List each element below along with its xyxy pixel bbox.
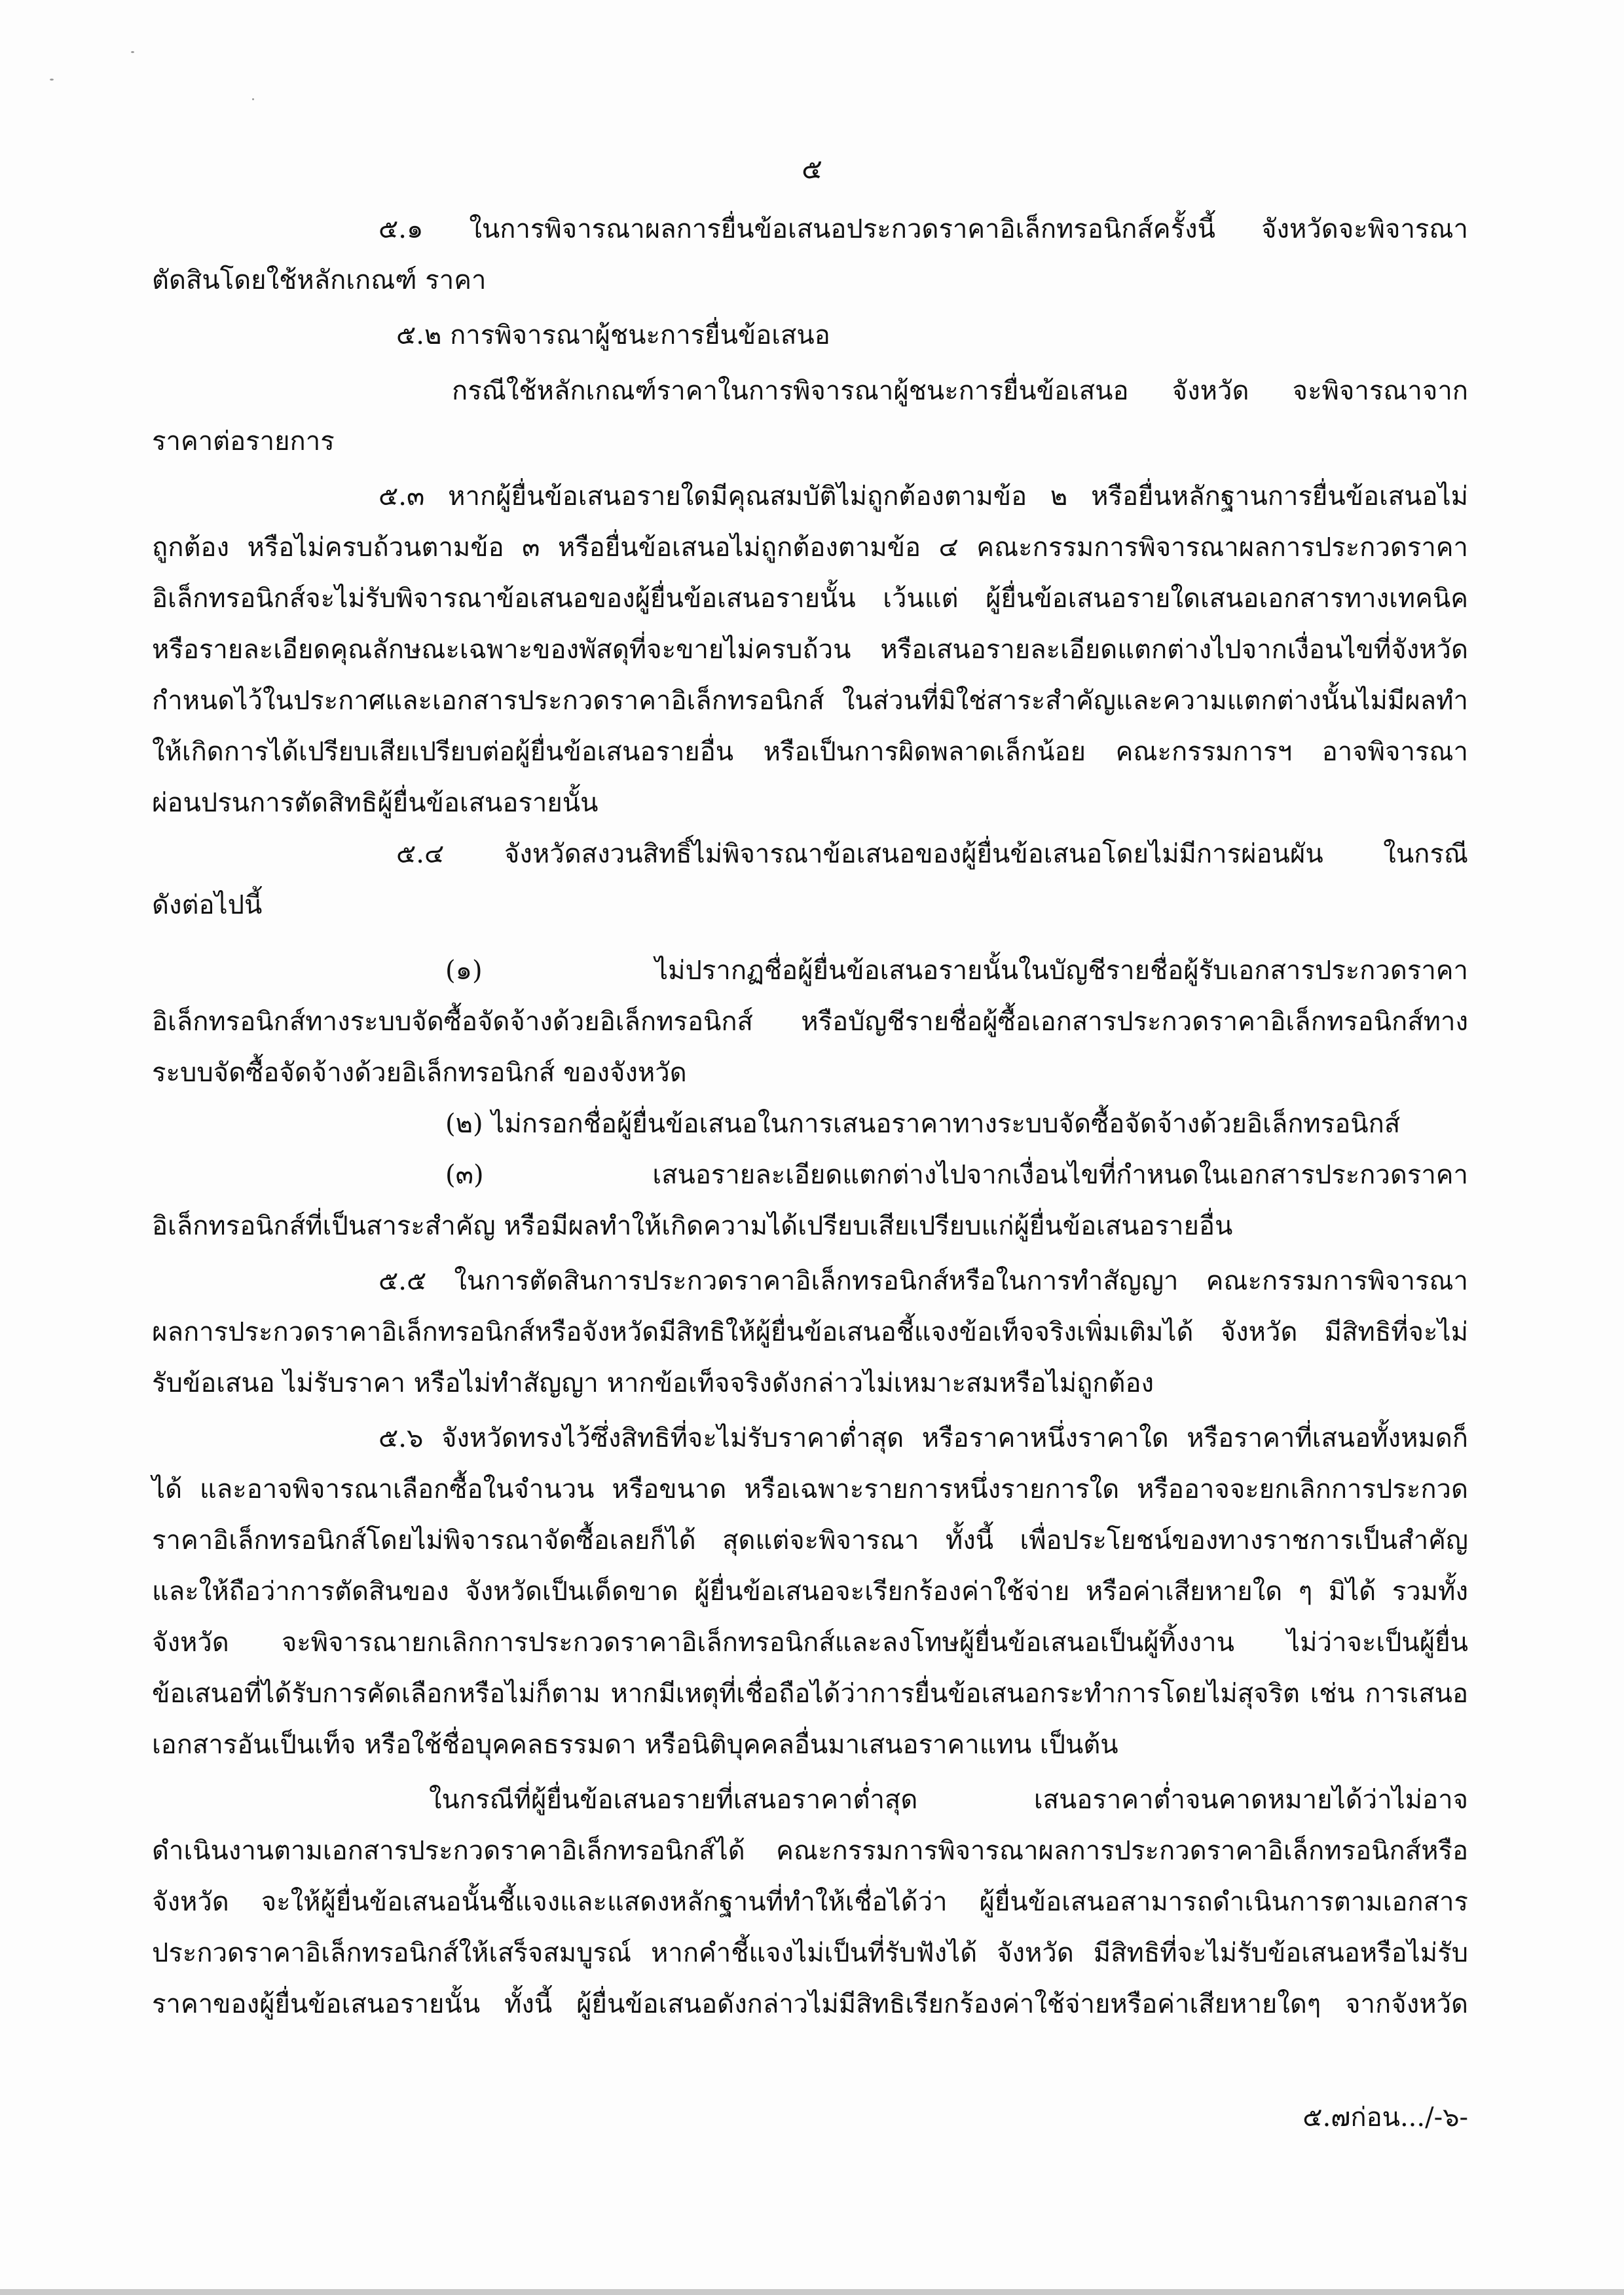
text-line: และให้ถือว่าการตัดสินของ จังหวัดเป็นเด็ดขาด ผู้ยื่นข้อเสนอจะเรียกร้องค่าใช้จ่าย หรือค่าเสียหายใด ๆ มิได้ รวมทั้ง	[152, 1577, 1468, 1607]
text-line: ผลการประกวดราคาอิเล็กทรอนิกส์หรือจังหวัดมีสิทธิให้ผู้ยื่นข้อเสนอชี้แจงข้อเท็จจริงเพิ่มเติมได้ จังหวัด มีสิทธิที่จะไม่	[152, 1317, 1468, 1347]
text-line: ข้อเสนอที่ได้รับการคัดเลือกหรือไม่ก็ตาม หากมีเหตุที่เชื่อถือได้ว่าการยื่นข้อเสนอกระทำการโดยไม่สุจริต เช่น การเสนอ	[152, 1679, 1468, 1709]
text-line: กำหนดไว้ในประกาศและเอกสารประกวดราคาอิเล็กทรอนิกส์ ในส่วนที่มิใช่สาระสำคัญและความแตกต่างนั้นไม่มีผลทำ	[152, 686, 1468, 716]
text-line: จังหวัด จะให้ผู้ยื่นข้อเสนอนั้นชี้แจงและแสดงหลักฐานที่ทำให้เชื่อได้ว่า ผู้ยื่นข้อเสนอสามารถดำเนินการตามเอกสาร	[152, 1887, 1468, 1917]
page-number: ๕	[802, 153, 822, 185]
text-line: ระบบจัดซื้อจัดจ้างด้วยอิเล็กทรอนิกส์ ของจังหวัด	[152, 1058, 687, 1088]
text-line: ๕.๓ หากผู้ยื่นข้อเสนอรายใดมีคุณสมบัติไม่ถูกต้องตามข้อ ๒ หรือยื่นหลักฐานการยื่นข้อเสนอไม่	[378, 481, 1468, 512]
text-line: จังหวัด จะพิจารณายกเลิกการประกวดราคาอิเล็กทรอนิกส์และลงโทษผู้ยื่นข้อเสนอเป็นผู้ทิ้งงาน ไม่ว่าจะเป็นผู้ยื่น	[152, 1628, 1468, 1658]
text-line: ๕.๒ การพิจารณาผู้ชนะการยื่นข้อเสนอ	[396, 320, 830, 350]
text-line: ๕.๖ จังหวัดทรงไว้ซึ่งสิทธิที่จะไม่รับราคาต่ำสุด หรือราคาหนึ่งราคาใด หรือราคาที่เสนอทั้งหมดก็	[378, 1423, 1468, 1453]
text-line: ประกวดราคาอิเล็กทรอนิกส์ให้เสร็จสมบูรณ์ หากคำชี้แจงไม่เป็นที่รับฟังได้ จังหวัด มีสิทธิที่จะไม่รับข้อเสนอหรือไม่รับ	[152, 1938, 1468, 1968]
text-line: (๓) เสนอรายละเอียดแตกต่างไปจากเงื่อนไขที่กำหนดในเอกสารประกวดราคา	[445, 1160, 1468, 1190]
text-line: รับข้อเสนอ ไม่รับราคา หรือไม่ทำสัญญา หากข้อเท็จจริงดังกล่าวไม่เหมาะสมหรือไม่ถูกต้อง	[152, 1368, 1154, 1398]
text-line: หรือรายละเอียดคุณลักษณะเฉพาะของพัสดุที่จะขายไม่ครบถ้วน หรือเสนอรายละเอียดแตกต่างไปจากเงื่อนไขที่จังหวัด	[152, 635, 1468, 665]
text-line: ราคาอิเล็กทรอนิกส์โดยไม่พิจารณาจัดซื้อเลยก็ได้ สุดแต่จะพิจารณา ทั้งนี้ เพื่อประโยชน์ของทางราชการเป็นสำคัญ	[152, 1525, 1468, 1556]
scan-edge	[0, 2289, 1624, 2295]
scan-speck	[252, 98, 254, 100]
text-line: ๕.๕ ในการตัดสินการประกวดราคาอิเล็กทรอนิกส์หรือในการทำสัญญา คณะกรรมการพิจารณา	[378, 1266, 1468, 1296]
scan-speck	[131, 51, 134, 53]
text-line: ดำเนินงานตามเอกสารประกวดราคาอิเล็กทรอนิกส์ได้ คณะกรรมการพิจารณาผลการประกวดราคาอิเล็กทรอนิกส์หรือ	[152, 1836, 1468, 1866]
text-line: ให้เกิดการได้เปรียบเสียเปรียบต่อผู้ยื่นข้อเสนอรายอื่น หรือเป็นการผิดพลาดเล็กน้อย คณะกรรมการฯ อาจพิจารณา	[152, 737, 1468, 767]
text-line: ได้ และอาจพิจารณาเลือกซื้อในจำนวน หรือขนาด หรือเฉพาะรายการหนึ่งรายการใด หรืออาจจะยกเลิกการประกวด	[152, 1474, 1468, 1504]
text-line: (๒) ไม่กรอกชื่อผู้ยื่นข้อเสนอในการเสนอราคาทางระบบจัดซื้อจัดจ้างด้วยอิเล็กทรอนิกส์	[445, 1109, 1401, 1139]
text-line: อิเล็กทรอนิกส์ที่เป็นสาระสำคัญ หรือมีผลทำให้เกิดความได้เปรียบเสียเปรียบแก่ผู้ยื่นข้อเสนอรายอื่น	[152, 1211, 1233, 1241]
continuation-marker: ๕.๗ก่อน.../-๖-	[1302, 2102, 1468, 2133]
text-line: อิเล็กทรอนิกส์ทางระบบจัดซื้อจัดจ้างด้วยอิเล็กทรอนิกส์ หรือบัญชีรายชื่อผู้ซื้อเอกสารประกวดราคาอิเล็กทรอนิกส์ทาง	[152, 1007, 1468, 1037]
text-line: ตัดสินโดยใช้หลักเกณฑ์ ราคา	[152, 265, 487, 295]
text-line: ในกรณีที่ผู้ยื่นข้อเสนอรายที่เสนอราคาต่ำสุด เสนอราคาต่ำจนคาดหมายได้ว่าไม่อาจ	[429, 1785, 1468, 1815]
text-line: ราคาของผู้ยื่นข้อเสนอรายนั้น ทั้งนี้ ผู้ยื่นข้อเสนอดังกล่าวไม่มีสิทธิเรียกร้องค่าใช้จ่ายหรือค่าเสียหายใดๆ จากจังหวัด	[152, 1989, 1468, 2019]
text-line: ๕.๑ ในการพิจารณาผลการยื่นข้อเสนอประกวดราคาอิเล็กทรอนิกส์ครั้งนี้ จังหวัดจะพิจารณา	[378, 214, 1468, 244]
text-line: ๕.๔ จังหวัดสงวนสิทธิ์ไม่พิจารณาข้อเสนอของผู้ยื่นข้อเสนอโดยไม่มีการผ่อนผัน ในกรณี	[396, 839, 1468, 869]
scan-speck	[50, 79, 54, 81]
text-line: กรณีใช้หลักเกณฑ์ราคาในการพิจารณาผู้ชนะการยื่นข้อเสนอ จังหวัด จะพิจารณาจาก	[452, 376, 1468, 406]
text-line: ดังต่อไปนี้	[152, 890, 263, 920]
text-line: (๑) ไม่ปรากฏชื่อผู้ยื่นข้อเสนอรายนั้นในบัญชีรายชื่อผู้รับเอกสารประกวดราคา	[445, 956, 1468, 986]
text-line: อิเล็กทรอนิกส์จะไม่รับพิจารณาข้อเสนอของผู้ยื่นข้อเสนอรายนั้น เว้นแต่ ผู้ยื่นข้อเสนอรายใดเสนอเอกสารทางเทคนิค	[152, 584, 1468, 614]
text-line: ผ่อนปรนการตัดสิทธิผู้ยื่นข้อเสนอรายนั้น	[152, 788, 599, 818]
text-line: ถูกต้อง หรือไม่ครบถ้วนตามข้อ ๓ หรือยื่นข้อเสนอไม่ถูกต้องตามข้อ ๔ คณะกรรมการพิจารณาผลการประกวดราคา	[152, 532, 1468, 563]
text-line: ราคาต่อรายการ	[152, 426, 335, 457]
text-line: เอกสารอันเป็นเท็จ หรือใช้ชื่อบุคคลธรรมดา หรือนิติบุคคลอื่นมาเสนอราคาแทน เป็นต้น	[152, 1730, 1118, 1760]
